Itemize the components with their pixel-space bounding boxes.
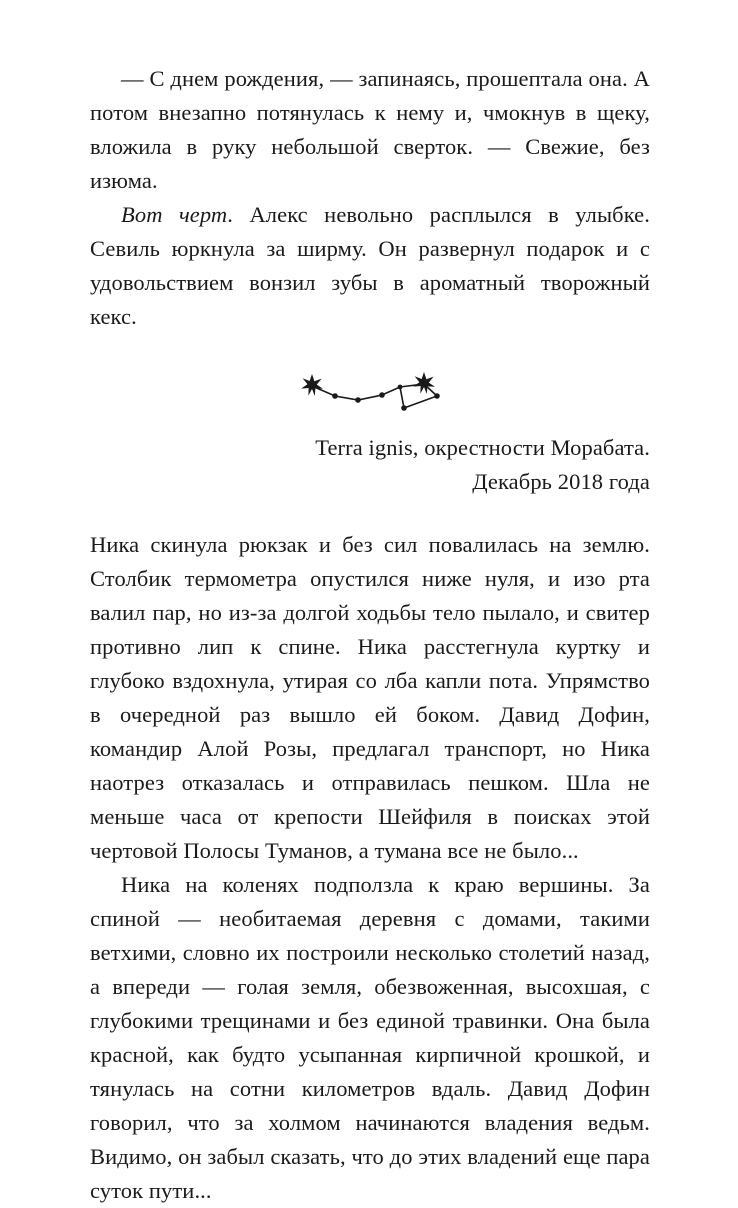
section-gap [90, 499, 650, 528]
book-page [90, 62, 650, 1208]
paragraph-alex [90, 198, 650, 334]
paragraph-alex-text: . Алекс невольно расплылся в улыбке. Севиль юркнула за ширму. Он развернул подарок и с удовольствием вонзил зубы в ароматный творожный кекс. [90, 202, 650, 329]
location-date: Декабрь 2018 года [472, 469, 650, 494]
location-heading [90, 431, 650, 499]
paragraph-birthday: — С днем рождения, — запинаясь, прошептала она. А потом внезапно потянулась к нему и, чмокнув в щеку, вложила в руку небольшой сверток. — Свежие, без изюма. [90, 66, 650, 193]
paragraph-nika-arrival: Ника скинула рюкзак и без сил повалилась на землю. Столбик термометра опустился ниже нуля, и изо рта валил пар, но из-за долгой ходьбы тело пылало, и свитер противно лип к спине. Ника расстегнула куртку и глубоко вздохнула, утирая со лба капли пота. Упрямство в очередной раз вышло ей боком. Давид Дофин, командир Алой Розы, предлагал транспорт, но Ника наотрез отказалась и отправилась пешком. Шла не меньше часа от крепости Шейфиля в поисках этой чертовой Полосы Туманов, а тумана все не было... [90, 532, 650, 863]
location-place: Terra ignis, окрестности Морабата. [315, 435, 650, 460]
paragraph-nika-summit: Ника на коленях подползла к краю вершины. За спиной — необитаемая деревня с домами, такими ветхими, словно их построили несколько столетий назад, а впереди — голая земля, обезвоженная, высохшая, с глубокими трещинами и без единой травинки. Она была красной, как будто усыпанная кирпичной крошкой, и тянулась на сотни километров вдаль. Давид Дофин говорил, что за холмом начинаются владения ведьм. Видимо, он забыл сказать, что до этих владений еще пара суток пути... [90, 872, 650, 1203]
constellation-stars-icon [300, 371, 442, 421]
italic-phrase: Вот черт [121, 202, 228, 227]
